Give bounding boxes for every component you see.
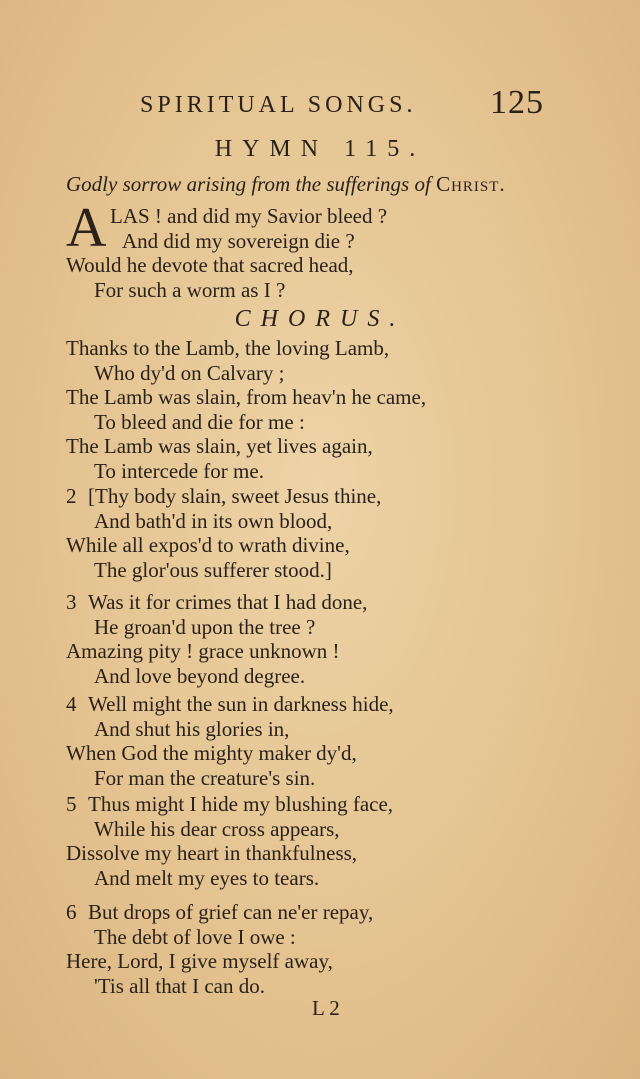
verse-line: Here, Lord, I give myself away, xyxy=(66,949,333,973)
stanza-number: 2 xyxy=(66,484,77,508)
signature-mark: L 2 xyxy=(312,996,340,1020)
verse-text: Was it for crimes that I had done, xyxy=(88,590,368,614)
stanza-number: 3 xyxy=(66,590,77,614)
verse-text: But drops of grief can ne'er repay, xyxy=(88,900,374,924)
verse-text: Well might the sun in darkness hide, xyxy=(88,692,394,716)
verse-line: Amazing pity ! grace unknown ! xyxy=(66,639,340,663)
verse-line: And did my sovereign die ? xyxy=(122,228,355,253)
verse-text: [Thy body slain, sweet Jesus thine, xyxy=(88,484,382,508)
verse-line xyxy=(66,792,586,817)
stanza-number: 4 xyxy=(66,692,77,716)
stanza-4 xyxy=(66,692,586,790)
verse-line: For such a worm as I ? xyxy=(94,277,286,302)
chorus-line: To bleed and die for me : xyxy=(94,409,305,434)
verse-line: Dissolve my heart in thankfulness, xyxy=(66,841,358,865)
chorus-line: The Lamb was slain, yet lives again, xyxy=(66,434,373,458)
verse-line: When God the mighty maker dy'd, xyxy=(66,741,357,765)
verse-line xyxy=(66,692,586,717)
verse-line: The glor'ous sufferer stood.] xyxy=(94,557,332,582)
stanza-6 xyxy=(66,900,586,998)
page-number: 125 xyxy=(490,84,544,121)
chorus-heading: CHORUS. xyxy=(234,306,406,332)
verse-line: 'Tis all that I can do. xyxy=(94,973,265,998)
stanza-1 xyxy=(66,204,630,302)
running-head: SPIRITUAL SONGS. xyxy=(140,92,417,118)
verse-line: The debt of love I owe : xyxy=(94,924,296,949)
verse-line: Would he devote that sacred head, xyxy=(66,253,354,277)
subtitle-christ: Christ. xyxy=(436,172,506,196)
verse-text: Thus might I hide my blushing face, xyxy=(88,792,394,816)
verse-line xyxy=(66,484,586,509)
verse-line: And bath'd in its own blood, xyxy=(94,508,333,533)
stanza-number: 5 xyxy=(66,792,77,816)
verse-line: And shut his glories in, xyxy=(94,716,290,741)
drop-cap: A xyxy=(66,197,107,259)
verse-line: And love beyond degree. xyxy=(94,663,306,688)
verse-line xyxy=(66,900,586,925)
verse-line xyxy=(66,590,586,615)
page-header xyxy=(140,84,560,124)
hymn-subtitle xyxy=(66,172,626,197)
hymn-title: HYMN 115. xyxy=(214,136,426,162)
chorus xyxy=(66,336,586,483)
verse-line: While his dear cross appears, xyxy=(94,816,340,841)
chorus-line: Who dy'd on Calvary ; xyxy=(94,360,285,385)
verse-line: LAS ! and did my Savior bleed ? xyxy=(110,204,388,228)
verse-line: While all expos'd to wrath divine, xyxy=(66,533,350,557)
stanza-number: 6 xyxy=(66,900,77,924)
chorus-line: The Lamb was slain, from heav'n he came, xyxy=(66,385,427,409)
stanza-3 xyxy=(66,590,586,688)
verse-line: And melt my eyes to tears. xyxy=(94,865,320,890)
chorus-line: To intercede for me. xyxy=(94,458,264,483)
verse-line: For man the creature's sin. xyxy=(94,765,316,790)
stanza-2 xyxy=(66,484,586,582)
subtitle-text: Godly sorrow arising from the sufferings of xyxy=(66,172,431,196)
stanza-5 xyxy=(66,792,586,890)
chorus-line: Thanks to the Lamb, the loving Lamb, xyxy=(66,336,390,360)
verse-line: He groan'd upon the tree ? xyxy=(94,614,316,639)
